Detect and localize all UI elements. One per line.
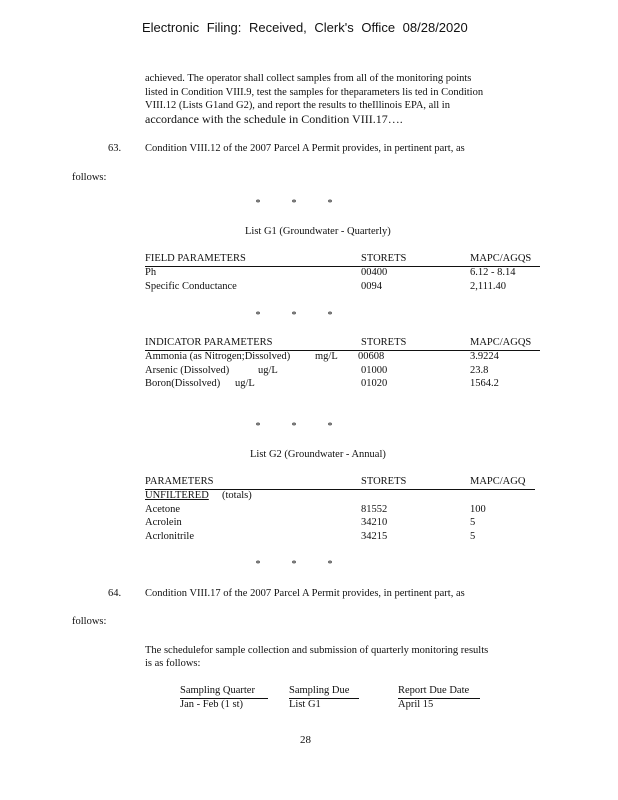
mapc-agq-header: MAPC/AGQ (470, 476, 526, 487)
table-cell: Specific Conductance (145, 281, 237, 292)
table-cell: ug/L (235, 378, 255, 389)
table-cell: 0094 (361, 281, 382, 292)
storets-header: STORETS (361, 337, 407, 348)
table-cell: Ph (145, 267, 157, 278)
table-cell: List G1 (289, 699, 321, 710)
paragraph-63-text: Condition VIII.12 of the 2007 Parcel A Permit provides, in pertinent part, as (145, 143, 465, 154)
paragraph-number-64: 64. (108, 588, 122, 599)
table-cell: 1564.2 (470, 378, 499, 389)
page-number: 28 (300, 734, 311, 746)
table-cell: 00400 (361, 267, 388, 278)
section-break-stars: * * * (255, 559, 333, 570)
table-cell: Acrlonitrile (145, 531, 194, 542)
section-break-stars: * * * (255, 421, 333, 432)
field-parameters-header: FIELD PARAMETERS (145, 253, 246, 264)
paragraph-number-63: 63. (108, 143, 122, 154)
table-cell: mg/L (315, 351, 338, 362)
sampling-quarter-header: Sampling Quarter (180, 685, 255, 696)
table-cell: April 15 (398, 699, 434, 710)
table-cell: 00608 (358, 351, 385, 362)
mapc-agqs-header: MAPC/AGQS (470, 253, 532, 264)
report-due-date-header: Report Due Date (398, 685, 470, 696)
paragraph-line: VIII.12 (Lists G1and G2), and report the results to theIllinois EPA, all in (145, 100, 450, 111)
table-cell: 34215 (361, 531, 388, 542)
list-g1-title: List G1 (Groundwater - Quarterly) (245, 226, 391, 237)
parameters-header: PARAMETERS (145, 476, 214, 487)
table-cell: Arsenic (Dissolved) (145, 365, 230, 376)
table-cell: Acetone (145, 504, 180, 515)
section-break-stars: * * * (255, 198, 333, 209)
section-break-stars: * * * (255, 310, 333, 321)
sampling-due-header: Sampling Due (289, 685, 350, 696)
table-cell: 34210 (361, 517, 388, 528)
table-cell: 3.9224 (470, 351, 499, 362)
paragraph-line: listed in Condition VIII.9, test the samples for theparameters lis ted in Condition (145, 86, 484, 98)
paragraph-64-follows: follows: (72, 616, 107, 627)
table-cell: 2,111.40 (470, 281, 506, 292)
table-cell: 01020 (361, 378, 388, 389)
table-cell: 23.8 (470, 365, 489, 376)
table-cell: 5 (470, 517, 476, 528)
paragraph-line: accordance with the schedule in Condition VIII.17…. (145, 111, 403, 126)
table-cell: Ammonia (as Nitrogen;Dissolved) (145, 351, 291, 362)
paragraph-64-text: Condition VIII.17 of the 2007 Parcel A Permit provides, in pertinent part, as (145, 588, 465, 599)
mapc-agqs-header: MAPC/AGQS (470, 337, 532, 348)
table-cell: Jan - Feb (1 st) (180, 699, 243, 710)
unfiltered-label: UNFILTERED (145, 490, 209, 501)
table-cell: ug/L (258, 365, 278, 376)
table-cell: 5 (470, 531, 476, 542)
storets-header: STORETS (361, 253, 407, 264)
indicator-parameters-header: INDICATOR PARAMETERS (145, 337, 273, 348)
list-g2-title: List G2 (Groundwater - Annual) (250, 449, 386, 460)
paragraph-line: achieved. The operator shall collect samples from all of the monitoring points (145, 73, 472, 84)
table-cell: 100 (470, 504, 486, 515)
table-cell: 6.12 - 8.14 (470, 267, 516, 278)
schedule-paragraph-line: is as follows: (145, 658, 201, 669)
paragraph-63-follows: follows: (72, 172, 107, 183)
storets-header: STORETS (361, 476, 407, 487)
filing-header: Electronic Filing: Received, Clerk's Office 08/28/2020 (142, 20, 468, 35)
table-cell: 01000 (361, 365, 388, 376)
table-cell: Boron(Dissolved) (145, 378, 221, 389)
table-cell: Acrolein (145, 517, 182, 528)
continuation-paragraph (145, 72, 530, 126)
totals-label: (totals) (222, 490, 252, 501)
table-cell: 81552 (361, 504, 388, 515)
schedule-paragraph-line: The schedulefor sample collection and submission of quarterly monitoring results (145, 645, 489, 656)
